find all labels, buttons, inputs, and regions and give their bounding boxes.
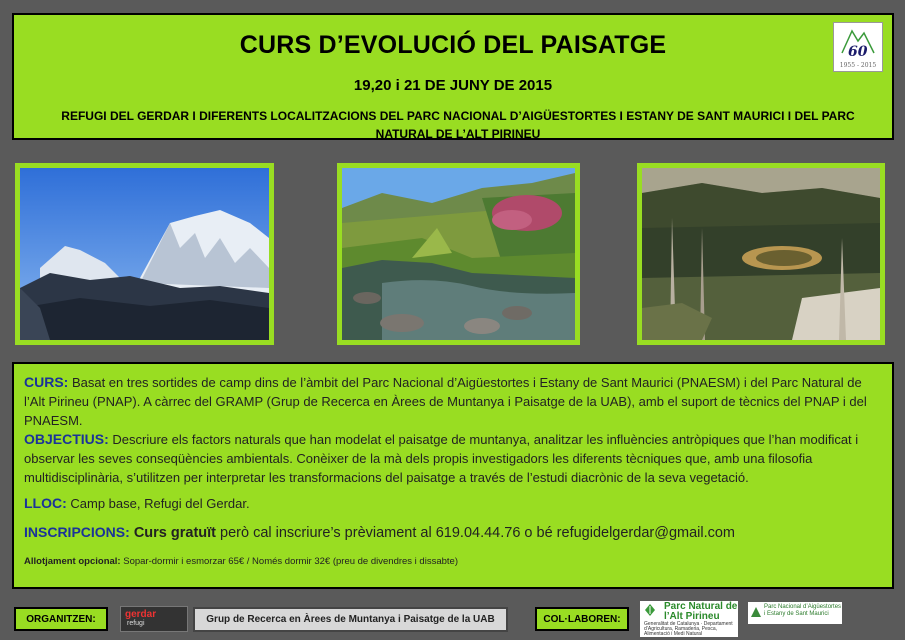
allotjament-text: Sopar-dormir i esmorzar 65€ / Només dormir 32€ (preu de divendres i dissabte) xyxy=(120,556,458,567)
pnaesm-name: Parc Nacional d’Aigüestortes i Estany de Sant Maurici xyxy=(764,604,842,617)
gerdar-sub: refugi xyxy=(127,620,145,627)
event-location: REFUGI DEL GERDAR I DIFERENTS LOCALITZACIONS DEL PARC NACIONAL D’AIGÜESTORTES I ESTANY DE SANT MAURICI I DEL PARC NATURAL DE L’ALT PIRINEU xyxy=(61,109,855,141)
gerdar-logo-icon xyxy=(120,606,188,632)
curs-paragraph xyxy=(24,373,882,430)
photo-2 xyxy=(337,163,580,345)
event-date: 19,20 i 21 DE JUNY DE 2015 xyxy=(353,77,553,94)
snowy-mountain-forest-photo xyxy=(20,168,269,340)
anniversary-logo-icon xyxy=(833,22,883,72)
col-laboren-label: COL·LABOREN: xyxy=(535,607,629,631)
curs-gratuit: Curs gratuït xyxy=(129,525,216,541)
organitzen-label: ORGANITZEN: xyxy=(14,607,108,631)
objectius-text: Descriure els factors naturals que han modelat el paisatge de muntanya, analitzar les influències antròpiques que l’han modificat i observar les seves conseqüències ambientals. Conèixer de la mà dels propis investigadors les diferents tècniques que, amb una filosofia multidisciplinària, s’utilitzen per interpretar les transformacions del paisatge a través de l’estudi diacrònic de la seva vegetació. xyxy=(24,432,859,485)
allotjament-paragraph xyxy=(24,552,882,571)
pnaesm-logo-icon xyxy=(748,602,842,624)
photo-1 xyxy=(15,163,274,345)
photo-3 xyxy=(637,163,885,345)
mountain-stream-rhododendron-photo xyxy=(342,168,575,340)
header-banner xyxy=(12,13,894,140)
pnap-logo-icon xyxy=(640,601,738,637)
forest-lake-valley-photo xyxy=(642,168,880,340)
mountain-icon xyxy=(751,605,761,617)
page-title: CURS D’EVOLUCIÓ DEL PAISATGE xyxy=(239,31,667,59)
inscripcions-text: però cal inscriure’s prèviament al 619.04.44.76 o bé refugidelgerdar@gmail.com xyxy=(216,525,736,541)
pnap-name: Parc Natural de l’Alt Pirineu xyxy=(664,601,738,622)
lloc-label: LLOC: xyxy=(24,495,67,511)
gramp-label: Grup de Recerca en Àrees de Muntanya i Paisatge de la UAB xyxy=(193,607,508,632)
lloc-paragraph xyxy=(24,494,882,513)
course-info-panel xyxy=(12,362,894,589)
inscripcions-paragraph xyxy=(24,523,882,543)
pnap-sub: Generalitat de Catalunya · Departament d’Agricultura, Ramaderia, Pesca, Alimentació i Medi Natural xyxy=(644,621,733,637)
logo-years: 1955 - 2015 xyxy=(839,62,877,69)
lloc-text: Camp base, Refugi del Gerdar. xyxy=(66,496,250,511)
logo-number: 60 xyxy=(848,44,868,60)
curs-text: Basat en tres sortides de camp dins de l’àmbit del Parc Nacional d’Aigüestortes i Estany de Sant Maurici (PNAESM) i del Parc Natural de l’Alt Pirineu (PNAP). A càrrec del GRAMP (Grup de Recerca en Àrees de Muntanya i Paisatge de la UAB), amb el suport de tècnics del PNAP i del PNAESM. xyxy=(24,375,867,428)
gerdar-name: gerdar xyxy=(125,609,157,620)
allotjament-label: Allotjament opcional: xyxy=(24,556,121,567)
leaf-icon xyxy=(643,603,657,617)
objectius-label: OBJECTIUS: xyxy=(24,431,109,447)
curs-label: CURS: xyxy=(24,374,69,390)
inscripcions-label: INSCRIPCIONS: xyxy=(24,524,130,540)
objectius-paragraph xyxy=(24,430,882,487)
